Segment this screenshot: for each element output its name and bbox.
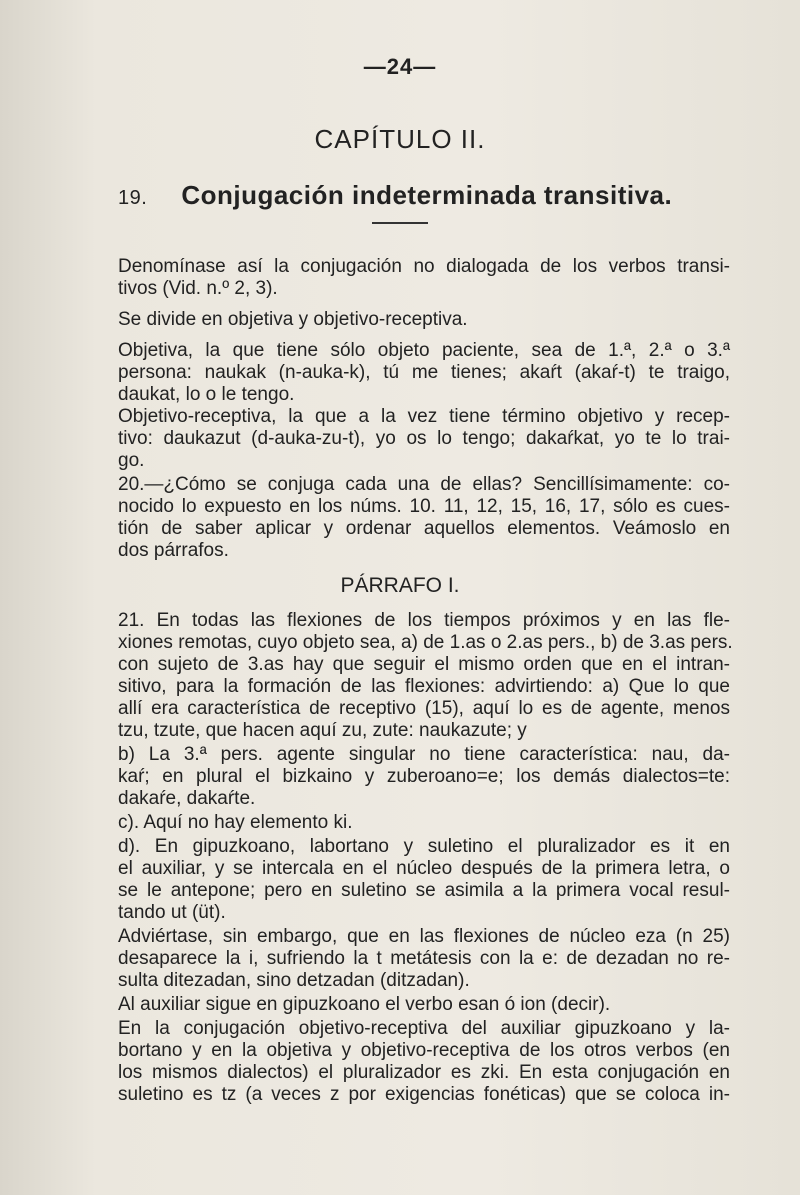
text-line: tivo: daukazut (d-auka-zu-t), yo os lo tengo; dakaŕkat, yo te lo trai- [118, 428, 730, 449]
text-line: sulta ditezadan, sino detzadan (ditzadan). [118, 970, 470, 991]
text-line: En la conjugación objetivo-receptiva del auxiliar gipuzkoano y la- [118, 1018, 730, 1039]
text-line: con sujeto de 3.as hay que seguir el mismo orden que en el intran- [118, 654, 730, 675]
text-line: d). En gipuzkoano, labortano y suletino el pluralizador es it en [118, 836, 730, 857]
text-line: allí era característica de receptivo (15), aquí lo es de agente, menos [118, 698, 730, 719]
text-line: suletino es tz (a veces z por exigencias fonéticas) que se coloca in- [118, 1084, 730, 1105]
text-line: tivos (Vid. n.º 2, 3). [118, 278, 278, 299]
text-line: desaparece la i, sufriendo la t metátesis con la e: de dezadan no re- [118, 948, 730, 969]
text-line: Adviértase, sin embargo, que en las flexiones de núcleo eza (n 25) [118, 926, 730, 947]
text-line: tando ut (üt). [118, 902, 226, 923]
text-line: tión de saber aplicar y ordenar aquellos elementos. Veámoslo en [118, 518, 730, 539]
page-number: —24— [363, 54, 437, 79]
chapter-title: CAPÍTULO II. [314, 124, 486, 154]
text-line: kaŕ; en plural el bizkaino y zuberoano=e; los demás dialectos=te: [118, 766, 730, 787]
text-line: daukat, lo o le tengo. [118, 384, 295, 405]
text-line: tzu, tzute, que hacen aquí zu, zute: naukazute; y [118, 720, 527, 741]
text-line: bortano y en la objetiva y objetivo-receptiva de los otros verbos (en [118, 1040, 730, 1061]
text-line: xiones remotas, cuyo objeto sea, a) de 1.as o 2.as pers., b) de 3.as pers. [118, 632, 733, 653]
text-line: Se divide en objetiva y objetivo-receptiva. [118, 309, 468, 330]
text-line: el auxiliar, y se intercala en el núcleo después de la primera letra, o [118, 858, 730, 879]
section-number: 19. [118, 187, 148, 209]
text-line: Objetivo-receptiva, la que a la vez tiene término objetivo y recep- [118, 406, 730, 427]
section-title-text: Conjugación indeterminada transitiva. [181, 180, 673, 210]
text-line: persona: naukak (n-auka-k), tú me tienes; akaŕt (akaŕ-t) te traigo, [118, 362, 730, 383]
text-line: Objetiva, la que tiene sólo objeto paciente, sea de 1.ª, 2.ª o 3.ª [118, 340, 730, 361]
text-line: dakaŕe, dakaŕte. [118, 788, 256, 809]
text-line: 21. En todas las flexiones de los tiempos próximos y en las fle- [118, 610, 730, 631]
section-title [118, 180, 698, 211]
text-line: nocido lo expuesto en los núms. 10. 11, 12, 15, 16, 17, sólo es cues- [118, 496, 730, 517]
text-line: 20.—¿Cómo se conjuga cada una de ellas? Sencillísimamente: co- [118, 474, 730, 495]
paragraph-heading: PÁRRAFO I. [340, 574, 460, 597]
text-line: Denomínase así la conjugación no dialogada de los verbos transi- [118, 256, 730, 277]
text-line: dos párrafos. [118, 540, 229, 561]
text-line: los mismos dialectos) el pluralizador es zki. En esta conjugación en [118, 1062, 730, 1083]
text-line: Al auxiliar sigue en gipuzkoano el verbo esan ó ion (decir). [118, 994, 611, 1015]
text-line: go. [118, 450, 145, 471]
text-line: c). Aquí no hay elemento ki. [118, 812, 353, 833]
text-line: sitivo, para la formación de las flexiones: advirtiendo: a) Que lo que [118, 676, 730, 697]
text-line: b) La 3.ª pers. agente singular no tiene característica: nau, da- [118, 744, 730, 765]
text-line: se le antepone; pero en suletino se asimila a la primera vocal resul- [118, 880, 730, 901]
divider-rule [372, 222, 428, 224]
